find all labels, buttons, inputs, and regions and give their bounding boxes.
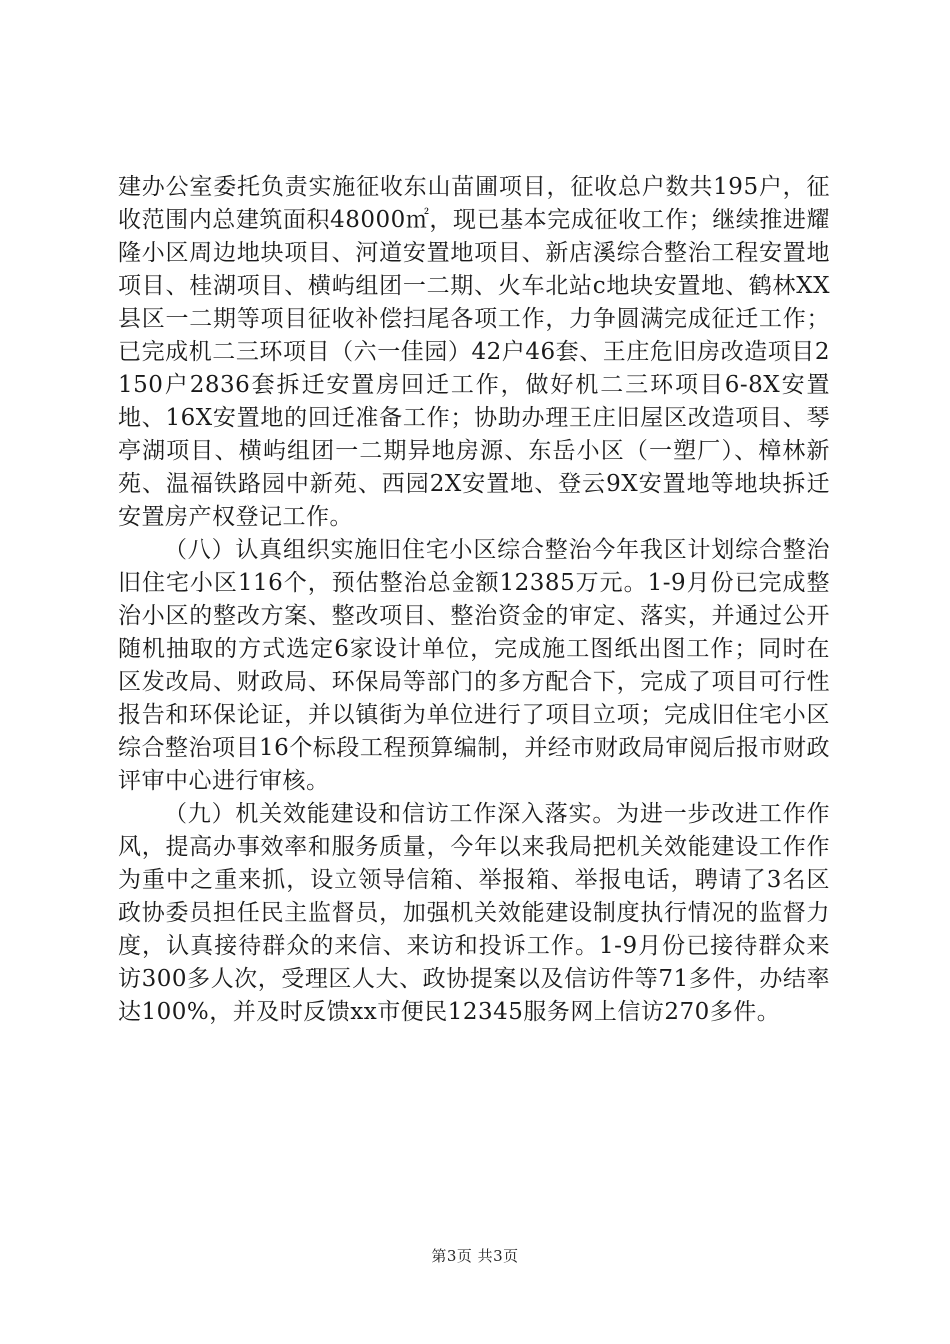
paragraph-efficiency-petitions: （九）机关效能建设和信访工作深入落实。为进一步改进工作作风，提高办事效率和服务质量，今年以来我局把机关效能建设工作作为重中之重来抓，设立领导信箱、举报箱、举报电话，聘请了3名区政协委员担任民主监督员，加强机关效能建设制度执行情况的监督力度，认真接待群众的来信、来访和投诉工作。1-9月份已接待群众来访300多人次，受理区人大、政协提案以及信访件等71多件，办结率达100%，并及时反馈xx市便民12345服务网上信访270多件。 bbox=[118, 801, 830, 1025]
paragraph-expropriation: 建办公室委托负责实施征收东山苗圃项目，征收总户数共195户，征收范围内总建筑面积48000㎡，现已基本完成征收工作；继续推进耀隆小区周边地块项目、河道安置地项目、新店溪综合整治工程安置地项目、桂湖项目、横屿组团一二期、火车北站c地块安置地、鹤林XX县区一二期等项目征收补偿扫尾各项工作，力争圆满完成征迁工作；已完成机二三环项目（六一佳园）42户46套、王庄危旧房改造项目2150户2836套拆迁安置房回迁工作，做好机二三环项目6-8X安置地、16X安置地的回迁准备工作；协助办理王庄旧屋区改造项目、琴亭湖项目、横屿组团一二期异地房源、东岳小区（一塑厂）、樟林新苑、温福铁路园中新苑、西园2X安置地、登云9X安置地等地块拆迁安置房产权登记工作。 bbox=[118, 174, 830, 530]
paragraph-residential-renovation: （八）认真组织实施旧住宅小区综合整治今年我区计划综合整治旧住宅小区116个，预估整治总金额12385万元。1-9月份已完成整治小区的整改方案、整改项目、整治资金的审定、落实，并通过公开随机抽取的方式选定6家设计单位，完成施工图纸出图工作；同时在区发改局、财政局、环保局等部门的多方配合下，完成了项目可行性报告和环保论证，并以镇街为单位进行了项目立项；完成旧住宅小区综合整治项目16个标段工程预算编制，并经市财政局审阅后报市财政评审中心进行审核。 bbox=[118, 537, 830, 794]
document-body bbox=[118, 171, 830, 1029]
page-number-footer: 第3页 共3页 bbox=[431, 1247, 519, 1265]
